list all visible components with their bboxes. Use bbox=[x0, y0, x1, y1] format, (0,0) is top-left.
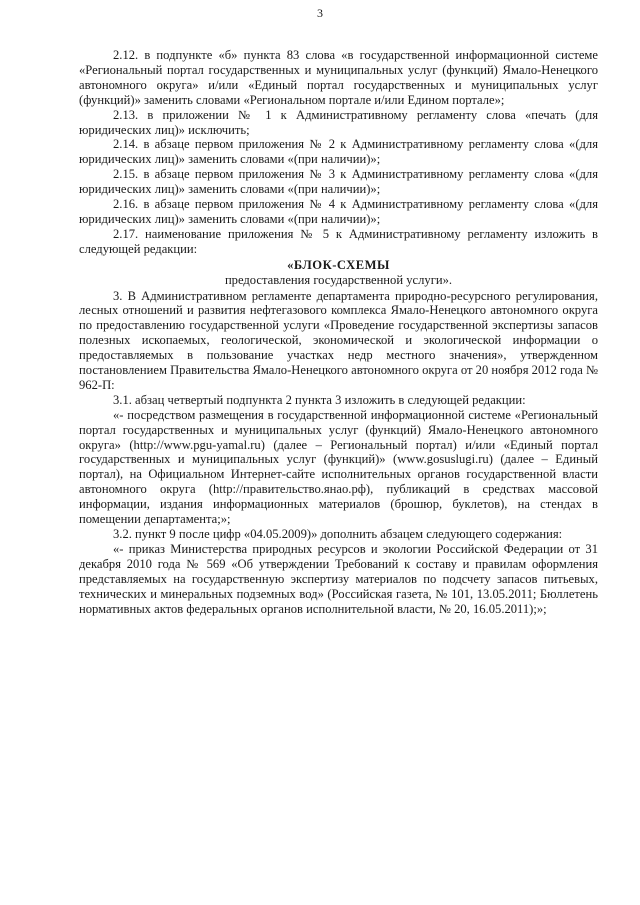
paragraph-2-16: 2.16. в абзаце первом приложения № 4 к Административному регламенту слова «(для юридических лиц)» заменить словами «(при наличии)»; bbox=[79, 197, 598, 226]
paragraph-2-12: 2.12. в подпункте «б» пункта 83 слова «в государственной информационной системе «Региональный портал государственных и муниципальных услуг (функций) Ямало-Ненецкого автономного округа» и/или «Единый портал государственных и муниципальных услуг (функций)» заменить словами «Региональном портале и/или Едином портале»; bbox=[79, 48, 598, 107]
paragraph-3-1: 3.1. абзац четвертый подпункта 2 пункта 3 изложить в следующей редакции: bbox=[113, 392, 526, 407]
page-number: 3 bbox=[317, 6, 323, 20]
paragraph-2-13: 2.13. в приложении № 1 к Административному регламенту слова «печать (для юридических лиц)» исключить; bbox=[79, 107, 598, 137]
paragraph-3-2: 3.2. пункт 9 после цифр «04.05.2009)» дополнить абзацем следующего содержания: bbox=[113, 527, 563, 541]
block-scheme-heading: «БЛОК-СХЕМЫ bbox=[287, 257, 390, 272]
paragraph-2-14: 2.14. в абзаце первом приложения № 2 к Административному регламенту слова «(для юридических лиц)» заменить словами «(при наличии)»; bbox=[79, 137, 598, 167]
paragraph-2-15: 2.15. в абзаце первом приложения № 3 к Административному регламенту слова «(для юридических лиц)» заменить словами «(при наличии)»; bbox=[79, 167, 598, 197]
paragraph-3: 3. В Административном регламенте департамента природно-ресурсного регулирования, лесных отношений и развития нефтегазового комплекса Ямало-Ненецкого автономного округа по предоставлению государственной услуги «Проведение государственной экспертизы запасов полезных ископаемых, геологической, экономической и экологической информации о предоставляемых в пользование участках недр местного значения», утвержденном постановлением Правительства Ямало-Ненецкого автономного округа от 20 ноября 2012 года № 962-П: bbox=[79, 288, 598, 392]
paragraph-3-1-quote: «- посредством размещения в государственной информационной системе «Региональный портал государственных и муниципальных услуг (функций) Ямало-Ненецкого автономного округа» (http://www.pgu-yamal.ru) (далее – Региональный портал) и/или «Единый портал государственных и муниципальных услуг (функций)» (www.gosuslugi.ru) (далее – Единый портал), на Официальном Интернет-сайте исполнительных органов государственной власти автономного округа (http://правительство.янао.рф), публикаций в средствах массовой информации, издания информационных материалов (брошюр, буклетов), на стендах в помещении департамента;»; bbox=[79, 407, 598, 527]
document-body bbox=[79, 48, 598, 616]
block-scheme-subheading: предоставления государственной услуги». bbox=[224, 272, 453, 287]
paragraph-3-2-quote: «- приказ Министерства природных ресурсов и экологии Российской Федерации от 31 декабря 2010 года № 569 «Об утверждении Требований к составу и правилам оформления представляемых на государственную экспертизу материалов по подсчету запасов питьевых, технических и минеральных подземных вод» (Российская газета, № 101, 13.05.2011; Бюллетень нормативных актов федеральных органов исполнительной власти, № 20, 16.05.2011);»; bbox=[79, 541, 598, 616]
paragraph-2-17: 2.17. наименование приложения № 5 к Административному регламенту изложить в следующей редакции: bbox=[79, 226, 598, 256]
